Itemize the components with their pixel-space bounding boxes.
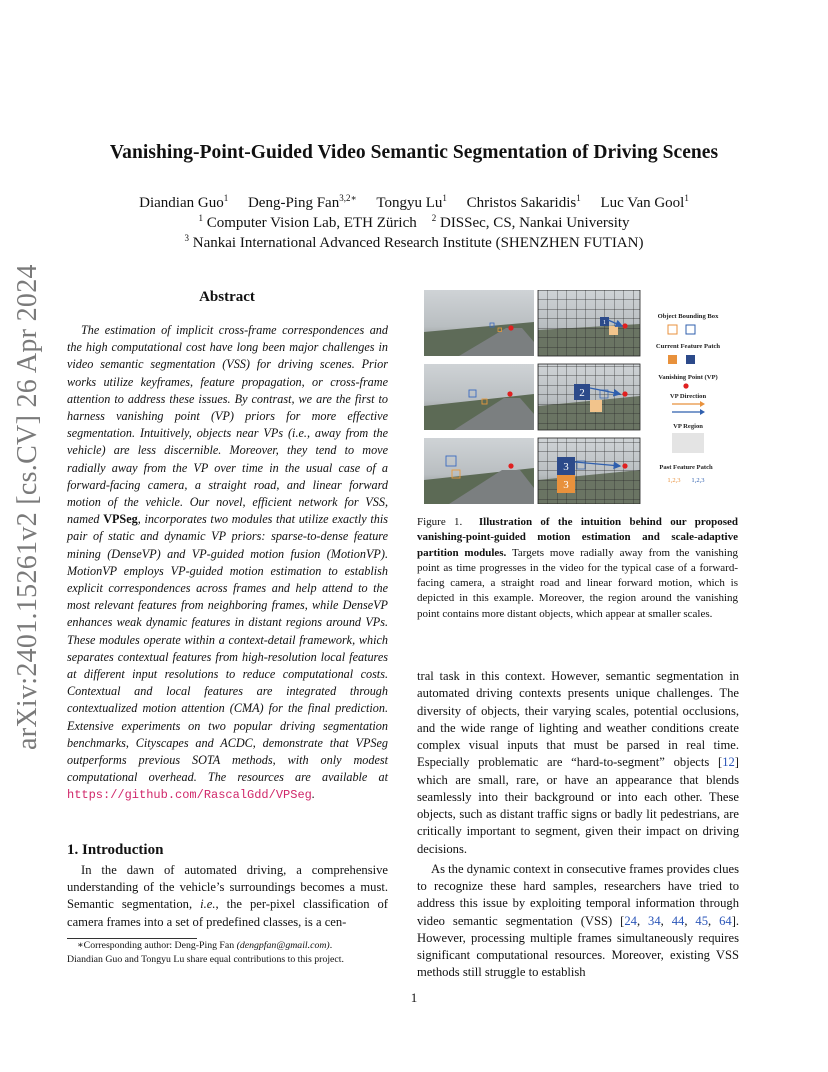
paragraph: As the dynamic context in consecutive frames provides clues to recognize these hard samples, researchers have tried to address this issue by exploiting temporal information through video semantic segmentation (VSS) [24, 34, 44, 45, 64]. However, processing multiple frames simultaneously requires significant computational resources. Moreover, existing VSS methods still struggle to establish [417,861,740,980]
road-frame-1 [424,290,534,356]
patch-label: 3 [563,461,569,473]
vanishing-point [508,325,513,330]
patch-label: 2 [579,387,585,399]
legend-object-box: Object Bounding Box [657,313,719,320]
author-list [0,193,828,212]
author: Tongyu Lu$^1$ [376,193,447,211]
footnote: ∗Corresponding author: Deng-Ping Fan (dengpfan@gmail.com). Diandian Guo and Tongyu Lu share equal contributions to this project. [67,940,344,965]
legend-vp-direction: VP Direction [669,393,707,400]
citation-link[interactable]: 34 [648,913,661,928]
patch-grid-2 [538,364,640,430]
paragraph: tral task in this context. However, semantic segmentation in automated driving contexts presents unique challenges. The diversity of objects, their varying scales, potential occlusions, and the wide range of lighting and weather conditions create complex visual inputs that must be parsed in real time. Especially problematic are “hard-to-segment” objects [12] which are small, rare, or have an appearance that blends seamlessly into their background or into each other. These objects, such as distant traffic signs or badly lit pedestrians, are critically important to segment, given their impact on driving decisions. [417,669,739,856]
abstract-heading: Abstract [199,289,255,305]
page-number: 1 [410,990,418,1005]
legend-past-numbers-blue: 1,2,3 [691,477,705,484]
citation-link[interactable]: 24 [624,913,637,928]
legend-past-patch: Past Feature Patch [659,464,713,471]
patch-label: 3 [563,479,569,491]
affiliation-line: $^3$ Nankai International Advanced Research Institute (SHENZHEN FUTIAN) [184,233,644,251]
paper-title: Vanishing-Point-Guided Video Semantic Segmentation of Driving Scenes [109,142,719,163]
author: Luc Van Gool$^1$ [600,193,689,211]
citation-link[interactable]: 44 [671,913,685,928]
vanishing-point [507,391,512,396]
code-link[interactable]: https://github.com/RascalGdd/VPSeg [67,788,312,803]
intro-paragraph: In the dawn of automated driving, a comprehensive understanding of the vehicle’s surroundings becomes a must. Semantic segmentation, i.e., the per-pixel classification of camera frames into a set of predefined classes, is a cen- [67,863,388,929]
legend-past-numbers-orange: 1,2,3 [667,477,681,484]
legend-current-patch: Current Feature Patch [655,343,721,350]
figure-legend [656,313,721,484]
legend-vp-region: VP Region [673,423,703,430]
figure-1 [424,290,740,504]
vanishing-point [622,323,627,328]
section-heading: 1. Introduction [67,842,164,858]
patch-grid-3 [538,438,640,504]
figure-caption: Figure 1. Illustration of the intuition behind our proposed vanishing-point-guided motion estimation and scale-adaptive partition modules. Targets move radially away from the vanishing point as time progresses in the video for the typical case of a forward-facing camera, a straight road and linear forward motion, which is depicted in this example. Moreover, the region around the vanishing point contains more distant objects, which appear at smaller scales. [417,516,738,620]
arxiv-identifier: arXiv:2401.15261v2 [cs.CV] 26 Apr 2024 [12,264,43,750]
road-frame-3 [424,438,534,504]
patch-grid-1 [538,290,640,356]
author: Diandian Guo$^1$ [139,193,229,211]
vanishing-point [508,463,513,468]
citation-link[interactable]: 45 [695,913,708,928]
right-column-text [417,668,739,982]
abstract-body: The estimation of implicit cross-frame correspondences and the high computational cost have long been major challenges in video semantic segmentation (VSS) for driving scenes. Prior works utilize keyframes, feature propagation, or cross-frame attention to address these issues. By contrast, we are the first to harness vanishing point (VP) priors for more effective segmentation. Intuitively, objects near VPs (i.e., away from the vehicle) are less discernible. Moreover, they tend to move radially away from the VP over time in the usual case of a forward-facing camera, a straight road, and linear forward motion of the vehicle. Our novel, efficient network for VSS, named VPSeg, incorporates two modules that utilize exactly this pair of static and dynamic VP priors: sparse-to-dense feature mining (DenseVP) and VP-guided motion fusion (MotionVP). MotionVP employs VP-guided motion estimation to establish explicit correspondences across frames and help attend to the most relevant features from neighboring frames, while DenseVP enhances weak dynamic features in distant regions around VPs. These modules operate within a context-detail framework, which separates contextual features from high-resolution local features at different input resolutions to reduce computational costs. Contextual and local features are integrated through contextualized motion attention (CMA) for the final prediction. Extensive experiments on two popular driving segmentation benchmarks, Cityscapes and ACDC, demonstrate that VPSeg outperforms previous SOTA methods, with only modest computational overhead. The resources are available at https://github.com/RascalGdd/VPSeg. [67,323,388,803]
road-frame-2 [424,364,534,430]
vanishing-point [622,391,627,396]
citation-link[interactable]: 12 [722,755,735,770]
legend-vanishing-point: Vanishing Point (VP) [658,374,718,381]
author: Christos Sakaridis$^1$ [466,193,581,211]
affiliation-line: $^1$ Computer Vision Lab, ETH Zürich $^2$ DISSec, CS, Nankai University [198,213,630,231]
patch-label: 1 [603,320,606,326]
citation-link[interactable]: 64 [719,913,732,928]
method-name: VPSeg [103,512,138,527]
author: Deng-Ping Fan$^{3,2∗}$ [247,193,357,211]
vanishing-point [622,463,627,468]
